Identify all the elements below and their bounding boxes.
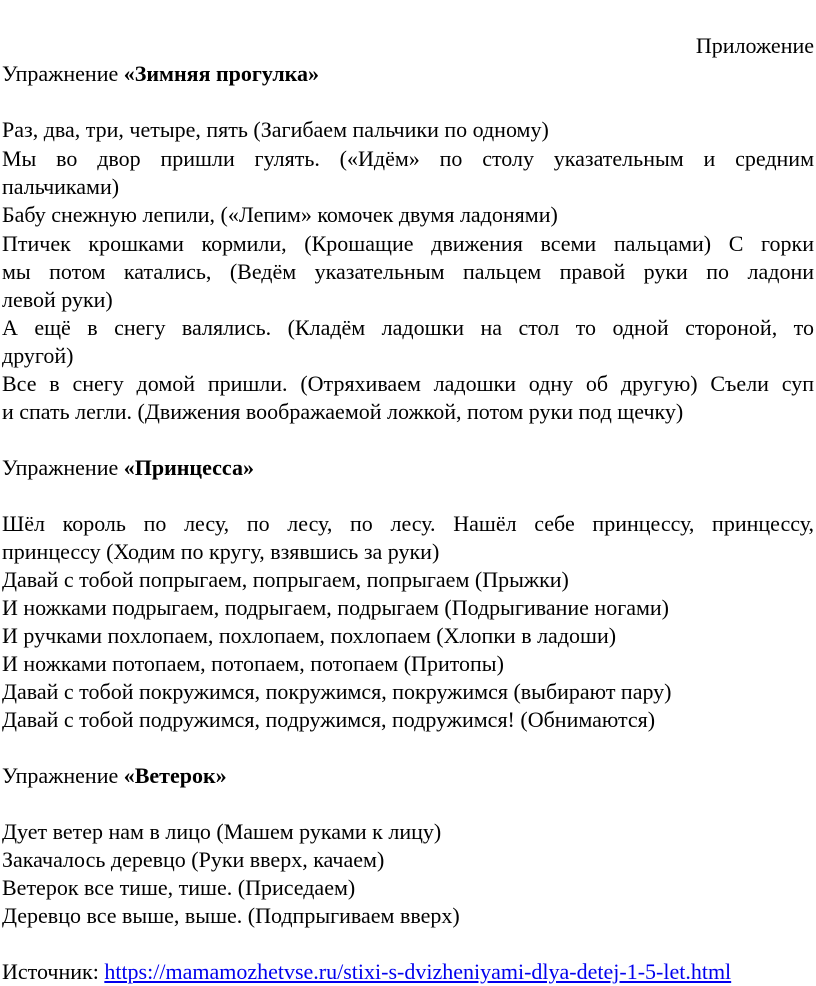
poem-line: Мы во двор пришли гулять. («Идём» по столу указательным и средним bbox=[2, 146, 814, 171]
poem-line: левой руки) bbox=[2, 287, 113, 312]
poem-line: Раз, два, три, четыре, пять (Загибаем пальчики по одному) bbox=[2, 117, 549, 142]
appendix-label: Приложение bbox=[695, 33, 814, 58]
poem-line: А ещё в снегу валялись. (Кладём ладошки на стол то одной стороной, то bbox=[2, 315, 814, 340]
poem-line: принцессу (Ходим по кругу, взявшись за руки) bbox=[2, 539, 440, 564]
poem-line: и спать легли. (Движения воображаемой ложкой, потом руки под щечку) bbox=[2, 399, 684, 424]
heading-title: «Принцесса» bbox=[123, 455, 254, 480]
poem-line: Дует ветер нам в лицо (Машем руками к лицу) bbox=[2, 819, 442, 844]
source-link[interactable]: https://mamamozhetvse.ru/stixi-s-dvizheniyami-dlya-detej-1-5-let.html bbox=[104, 959, 732, 984]
poem-line: Птичек крошками кормили, (Крошащие движения всеми пальцами) С горки bbox=[2, 231, 814, 256]
heading-title: «Зимняя прогулка» bbox=[123, 61, 320, 86]
poem-line: И ручками похлопаем, похлопаем, похлопаем (Хлопки в ладоши) bbox=[2, 623, 617, 648]
poem-line: Давай с тобой покружимся, покружимся, покружимся (выбирают пару) bbox=[2, 679, 672, 704]
poem-line: Давай с тобой подружимся, подружимся, подружимся! (Обнимаются) bbox=[2, 707, 656, 732]
poem-line: пальчиками) bbox=[2, 174, 120, 199]
heading-prefix: Упражнение bbox=[2, 455, 124, 480]
poem-line: Все в снегу домой пришли. (Отряхиваем ладошки одну об другую) Съели суп bbox=[2, 371, 814, 396]
poem-line: Ветерок все тише, тише. (Приседаем) bbox=[2, 875, 356, 900]
source-line bbox=[2, 958, 814, 986]
heading-prefix: Упражнение bbox=[2, 61, 124, 86]
poem-line: Давай с тобой попрыгаем, попрыгаем, попрыгаем (Прыжки) bbox=[2, 567, 569, 592]
heading-title: «Ветерок» bbox=[123, 763, 227, 788]
poem-line: И ножками потопаем, потопаем, потопаем (Притопы) bbox=[2, 651, 504, 676]
heading-prefix: Упражнение bbox=[2, 763, 124, 788]
poem-line: Шёл король по лесу, по лесу, по лесу. Нашёл себе принцессу, принцессу, bbox=[2, 511, 814, 536]
poem-line: другой) bbox=[2, 343, 74, 368]
section-heading-breeze bbox=[2, 762, 814, 790]
source-label: Источник: bbox=[2, 959, 105, 984]
poem-line: И ножками подрыгаем, подрыгаем, подрыгаем (Подрыгивание ногами) bbox=[2, 595, 670, 620]
poem-line: мы потом катались, (Ведём указательным пальцем правой руки по ладони bbox=[2, 259, 814, 284]
poem-line: Деревцо все выше, выше. (Подпрыгиваем вверх) bbox=[2, 903, 460, 928]
poem-line: Бабу снежную лепили, («Лепим» комочек двумя ладонями) bbox=[2, 202, 558, 227]
section-heading-princess bbox=[2, 454, 814, 482]
section-heading-winter-walk bbox=[2, 60, 814, 88]
poem-line: Закачалось деревцо (Руки вверх, качаем) bbox=[2, 847, 385, 872]
